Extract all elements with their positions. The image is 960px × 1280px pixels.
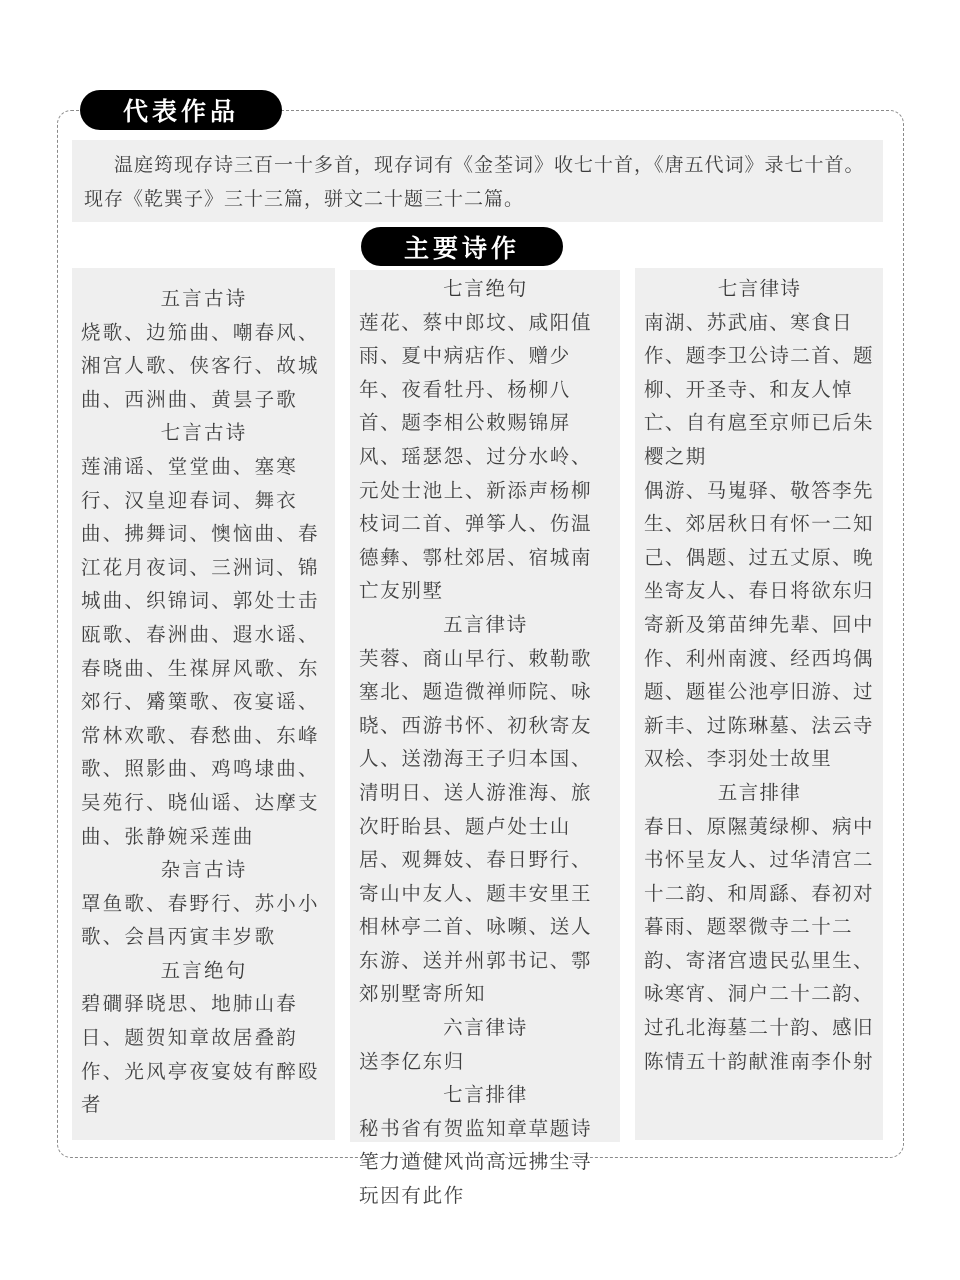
section-body: 莲浦谣、堂堂曲、塞寒行、汉皇迎春词、舞衣曲、拂舞词、懊恼曲、春江花月夜词、三洲词、锦城曲、织锦词、郭处士击瓯歌、春洲曲、遐水谣、春晓曲、生禖屏风歌、东郊行、觱篥歌、夜宴谣、常林欢歌、春愁曲、东峰歌、照影曲、鸡鸣埭曲、吴苑行、晓仙谣、达摩支曲、张静婉采莲曲 — [81, 454, 320, 848]
section-title: 七言排律 — [443, 1083, 528, 1107]
poem-column-3 — [635, 268, 883, 1140]
section-body: 春日、原隰荑绿柳、病中书怀呈友人、过华清宫二十二韵、和周繇、春初对暮雨、题翠微寺二十二韵、寄渚宫遗民弘里生、咏寒宵、洞户二十二韵、过孔北海墓二十韵、感旧陈情五十韵献淮南李仆射 — [644, 814, 874, 1073]
section-title: 六言律诗 — [443, 1016, 528, 1040]
section-title: 七言绝句 — [443, 277, 528, 300]
section-title: 五言排律 — [717, 780, 802, 804]
section-title: 五言古诗 — [160, 287, 248, 310]
section-title: 七言律诗 — [717, 277, 802, 300]
section-body: 南湖、苏武庙、寒食日作、题李卫公诗二首、题柳、开圣寺、和友人悼亡、自有扈至京师已后朱樱之期 — [644, 310, 874, 468]
section-body: 送李亿东归 — [359, 1049, 466, 1073]
intro-box — [72, 140, 883, 222]
section-title: 五言绝句 — [160, 958, 248, 982]
section-title: 七言古诗 — [160, 421, 248, 445]
representative-works-header: 代表作品 — [80, 90, 282, 130]
section-title: 五言律诗 — [443, 612, 528, 636]
section-body: 芙蓉、商山早行、敕勒歌塞北、题造微禅师院、咏晓、西游书怀、初秋寄友人、送渤海王子归本国、清明日、送人游淮海、旅次盱眙县、题卢处士山居、观舞妓、春日野行、寄山中友人、题丰安里王相林亭二首、咏嚬、送人东游、送并州郭书记、鄠郊别墅寄所知 — [359, 646, 593, 1006]
intro-text: 温庭筠现存诗三百一十多首，现存词有《金荃词》收七十首，《唐五代词》录七十首。现存《乾巽子》三十三篇，骈文二十题三十二篇。 — [84, 154, 865, 210]
section-title: 杂言古诗 — [160, 858, 248, 882]
poem-column-2 — [350, 270, 620, 1208]
section-body: 罩鱼歌、春野行、苏小小歌、会昌丙寅丰岁歌 — [81, 891, 320, 949]
section-body: 秘书省有贺监知章草题诗笔力遒健风尚高远拂尘寻玩因有此作 — [359, 1116, 593, 1208]
poem-column-1 — [72, 268, 335, 1140]
section-body: 烧歌、边笳曲、嘲春风、湘宫人歌、侠客行、故城曲、西洲曲、黄昙子歌 — [81, 320, 320, 411]
section-body: 偶游、马嵬驿、敬答李先生、郊居秋日有怀一二知己、偶题、过五丈原、晚坐寄友人、春日将欲东归寄新及第苗绅先辈、回中作、利州南渡、经西坞偶题、题崔公池亭旧游、过新丰、过陈琳墓、法云寺双桧、李羽处士故里 — [644, 478, 874, 771]
major-poems-header: 主要诗作 — [361, 227, 563, 266]
section-body: 碧磵驿晓思、地肺山春日、题贺知章故居叠韵作、光风亭夜宴妓有醉殴者 — [81, 992, 320, 1117]
section-body: 莲花、蔡中郎坟、咸阳值雨、夏中病痁作、赠少年、夜看牡丹、杨柳八首、题李相公敕赐锦屏风、瑶瑟怨、过分水岭、元处士池上、新添声杨柳枝词二首、弹筝人、伤温德彝、鄠杜郊居、宿城南亡友别墅 — [359, 310, 593, 603]
